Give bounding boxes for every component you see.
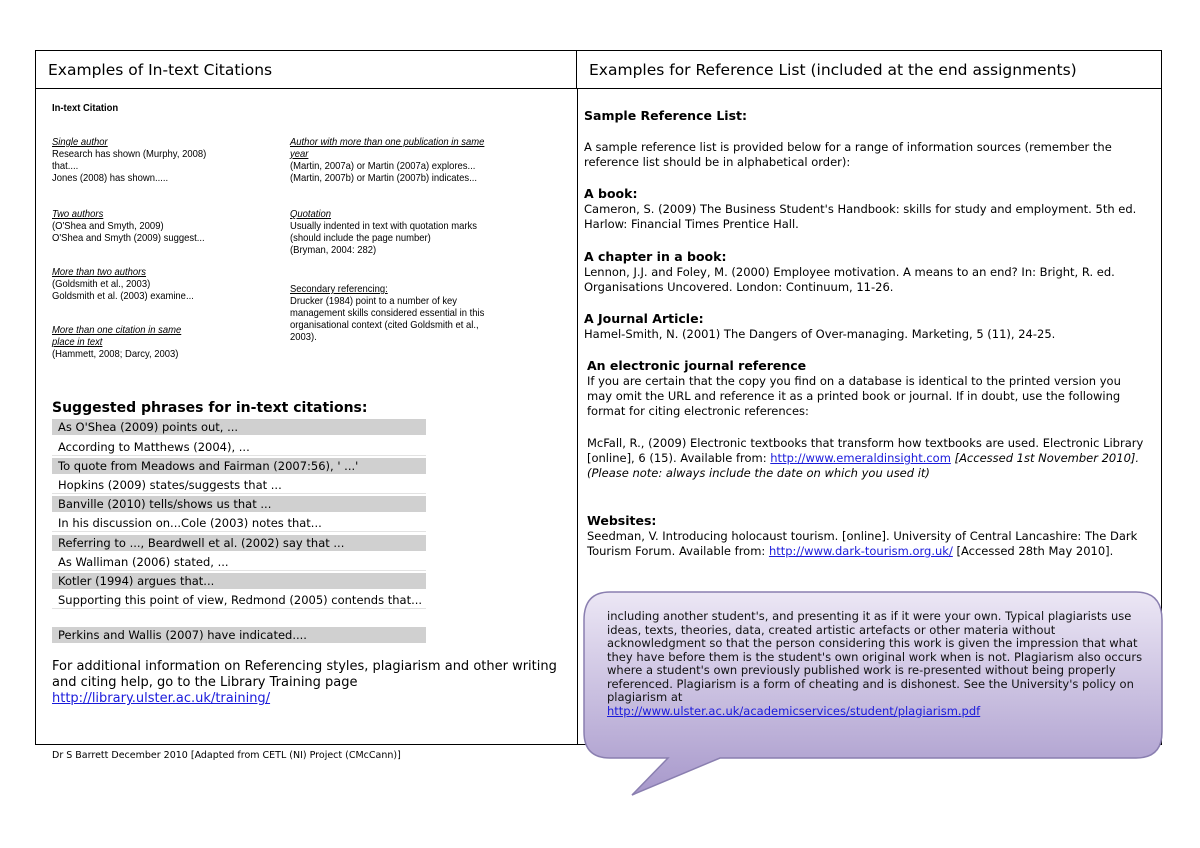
phrase-item: As O'Shea (2009) points out, ... [52, 419, 426, 435]
plagiarism-body: including another student's, and presenting it as if it were your own. Typical plagiarists use ideas, texts, theories, data, created artistic artefacts or other materia without acknowledgment so that the person considering this work is given the impression that what they have before them is the student's own original work when is not. Plagiarism also occurs where a student's own previously published work is re-presented without being properly referenced. Plagiarism is a form of cheating and is dishonest. See the University's policy on plagiarism at [607, 609, 1143, 704]
phrase-item: According to Matthews (2004), ... [52, 439, 426, 456]
single-author-heading: Single author [52, 136, 108, 148]
chapter-heading: A chapter in a book: [584, 249, 727, 264]
same-year-heading: Author with more than one publication in same [290, 136, 485, 148]
phrase-item: Hopkins (2009) states/suggests that ... [52, 477, 426, 494]
websites-heading: Websites: [587, 513, 657, 528]
phrase-item: Kotler (1994) argues that... [52, 573, 426, 589]
quotation-line: (Bryman, 2004: 282) [290, 244, 377, 256]
secondary-block [290, 283, 569, 343]
ejournal-example [587, 436, 1147, 481]
single-author-line: Research has shown (Murphy, 2008) [52, 148, 207, 160]
secondary-line: organisational context (cited Goldsmith et al., [290, 319, 479, 331]
secondary-heading: Secondary referencing: [290, 283, 388, 295]
emerald-link[interactable]: http://www.emeraldinsight.com [770, 451, 951, 465]
more-authors-block [52, 266, 282, 302]
phrase-item: To quote from Meadows and Fairman (2007:56), ' ...' [52, 458, 426, 474]
websites-text [587, 529, 1147, 559]
quotation-heading: Quotation [290, 208, 331, 220]
secondary-line: Drucker (1984) point to a number of key [290, 295, 458, 307]
more-info-text: For additional information on Referencing styles, plagiarism and other writing and citing help, go to the Library Training page [52, 659, 557, 690]
journal-heading: A Journal Article: [584, 311, 704, 326]
book-heading: A book: [584, 186, 638, 201]
ejournal-intro: If you are certain that the copy you find on a database is identical to the printed version you may omit the URL and reference it as a printed book or journal. If in doubt, use the following format for citing electronic references: [587, 374, 1121, 418]
multi-citation-heading: place in text [52, 336, 103, 348]
single-author-block [52, 136, 282, 184]
secondary-line: management skills considered essential in this [290, 307, 485, 319]
two-authors-block [52, 208, 282, 244]
library-training-link[interactable]: http://library.ulster.ac.uk/training/ [52, 691, 271, 706]
ejournal-example-text: McFall, R., (2009) Electronic textbooks that transform how textbooks are used. Electronic Library [online], 6 (15). Available from: [587, 436, 1144, 465]
single-author-line: Jones (2008) has shown..... [52, 172, 169, 184]
multi-citation-block [52, 324, 282, 360]
two-authors-line: O'Shea and Smyth (2009) suggest... [52, 232, 205, 244]
plagiarism-text [607, 610, 1157, 718]
websites-text-body: Seedman, V. Introducing holocaust tourism. [online]. University of Central Lancashire: The Dark Tourism Forum. Available from: [587, 529, 1138, 558]
phrase-item: Perkins and Wallis (2007) have indicated.... [52, 627, 426, 643]
websites-accessed: [Accessed 28th May 2010]. [956, 544, 1114, 558]
multi-citation-line: (Hammett, 2008; Darcy, 2003) [52, 348, 179, 360]
ejournal-accessed: [Accessed 1st November 2010]. (Please note: always include the date on which you used it) [587, 451, 1140, 480]
phrases-title: Suggested phrases for in-text citations: [52, 400, 368, 416]
two-authors-line: (O'Shea and Smyth, 2009) [52, 220, 164, 232]
footer-credit: Dr S Barrett December 2010 [Adapted from CETL (NI) Project (CMcCann)] [52, 750, 401, 761]
phrase-item: Supporting this point of view, Redmond (2005) contends that... [52, 592, 426, 609]
journal-text: Hamel-Smith, N. (2001) The Dangers of Over-managing. Marketing, 5 (11), 24-25. [584, 327, 1056, 341]
same-year-block [290, 136, 569, 184]
secondary-line: 2003). [290, 331, 317, 343]
plagiarism-policy-link[interactable]: http://www.ulster.ac.uk/academicservices/student/plagiarism.pdf [607, 703, 981, 718]
multi-citation-heading: More than one citation in same [52, 324, 182, 336]
more-info [52, 659, 572, 707]
phrase-item: In his discussion on...Cole (2003) notes that... [52, 515, 426, 532]
intext-header: Examples of In-text Citations [36, 51, 577, 89]
single-author-line: that.... [52, 160, 79, 172]
phrase-item: As Walliman (2006) stated, ... [52, 554, 426, 571]
quotation-block [290, 208, 569, 256]
sample-title: Sample Reference List: [584, 108, 747, 123]
quotation-line: (should include the page number) [290, 232, 431, 244]
reference-header: Examples for Reference List (included at the end assignments) [577, 51, 1161, 89]
more-authors-heading: More than two authors [52, 266, 147, 278]
dark-tourism-link[interactable]: http://www.dark-tourism.org.uk/ [768, 544, 953, 558]
chapter-text: Lennon, J.J. and Foley, M. (2000) Employee motivation. A means to an end? In: Bright, R. ed. Organisations Uncovered. London: Continuum, 11-26. [584, 265, 1115, 294]
phrase-item: Referring to ..., Beardwell et al. (2002) say that ... [52, 535, 426, 551]
intext-title: In-text Citation [52, 102, 119, 114]
quotation-line: Usually indented in text with quotation marks [290, 220, 478, 232]
more-authors-line: (Goldsmith et al., 2003) [52, 278, 151, 290]
same-year-line: (Martin, 2007b) or Martin (2007b) indicates... [290, 172, 477, 184]
more-authors-line: Goldsmith et al. (2003) examine... [52, 290, 194, 302]
same-year-heading: year [290, 148, 309, 160]
sample-intro: A sample reference list is provided below for a range of information sources (remember the reference list should be in alphabetical order): [584, 140, 1112, 169]
same-year-line: (Martin, 2007a) or Martin (2007a) explores... [290, 160, 476, 172]
two-authors-heading: Two authors [52, 208, 104, 220]
column-divider [577, 89, 578, 744]
book-text: Cameron, S. (2009) The Business Student's Handbook: skills for study and employment. 5th ed. Harlow: Financial Times Prentice Hall. [584, 202, 1137, 231]
phrase-item: Banville (2010) tells/shows us that ... [52, 496, 426, 512]
ejournal-heading: An electronic journal reference [587, 358, 807, 373]
